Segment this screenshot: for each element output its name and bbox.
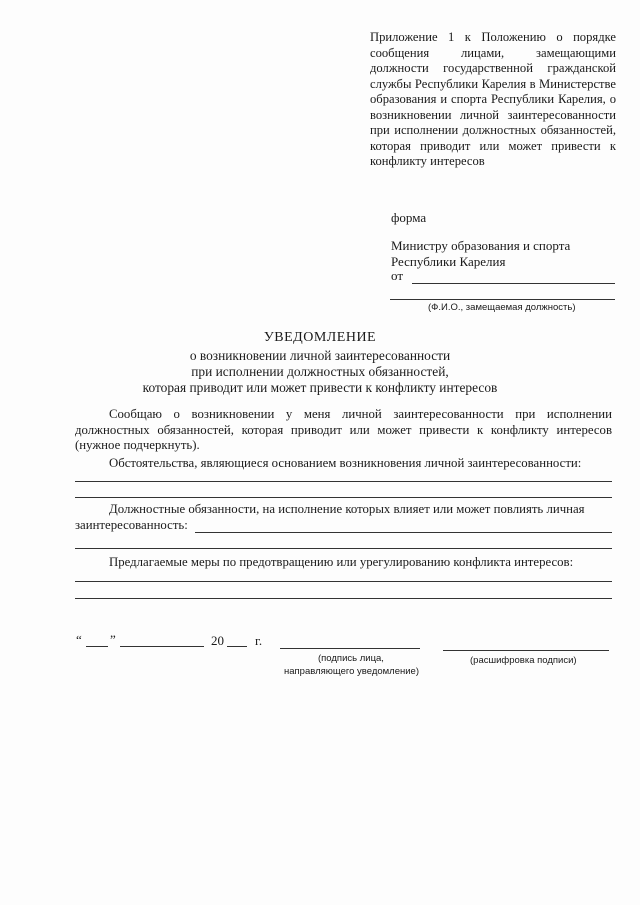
- measures-field-line-2[interactable]: [75, 598, 612, 599]
- form-label: форма: [391, 210, 427, 225]
- addressee-line-1: Министру образования и спорта: [391, 238, 571, 253]
- addressee: [391, 238, 621, 269]
- document-title: УВЕДОМЛЕНИЕ: [263, 330, 377, 345]
- date-quote-open: “: [76, 632, 82, 647]
- signature-field-line[interactable]: [280, 648, 420, 649]
- from-position-field-line[interactable]: [390, 299, 615, 300]
- paragraph-duties: Должностные обязанности, на исполнение которых влияет или может повлиять личная: [109, 502, 585, 516]
- paragraph-notice: Сообщаю о возникновении у меня личной заинтересованности при исполнении должностных обязанностей, которая приводит или может привести к конфликту интересов (нужное подчеркнуть).: [75, 407, 612, 452]
- from-label: от: [391, 268, 404, 283]
- date-day-field[interactable]: [86, 646, 108, 647]
- signature-caption-2: направляющего уведомление): [284, 666, 420, 677]
- title-line-3: которая приводит или может привести к конфликту интересов: [142, 380, 498, 395]
- signature-decode-caption: (расшифровка подписи): [470, 655, 577, 666]
- signature-caption-1: (подпись лица,: [318, 653, 384, 664]
- circumstances-field-line-2[interactable]: [75, 497, 612, 498]
- measures-field-line-1[interactable]: [75, 581, 612, 582]
- duties-field-line-1[interactable]: [195, 532, 612, 533]
- date-year-field[interactable]: [227, 646, 247, 647]
- circumstances-field-line-1[interactable]: [75, 481, 612, 482]
- from-caption: (Ф.И.О., замещаемая должность): [428, 302, 576, 313]
- title-line-2: при исполнении должностных обязанностей,: [191, 364, 449, 379]
- paragraph-duties-cont: заинтересованность:: [75, 518, 188, 532]
- from-name-field-line[interactable]: [412, 283, 615, 284]
- paragraph-measures: Предлагаемые меры по предотвращению или урегулированию конфликта интересов:: [109, 555, 574, 569]
- date-year-suffix: г.: [255, 633, 263, 648]
- paragraph-circumstances: Обстоятельства, являющиеся основанием возникновения личной заинтересованности:: [109, 456, 582, 470]
- date-month-field[interactable]: [120, 646, 204, 647]
- signature-decode-field-line[interactable]: [443, 650, 609, 651]
- annex-text: Приложение 1 к Положению о порядке сообщения лицами, замещающими должности государственной гражданской службы Республики Карелия в Министерстве образования и спорта Республики Карелия, о возникновении личной заинтересованности при исполнении должностных обязанностей, которая приводит или может привести к конфликту интересов: [370, 30, 616, 168]
- date-year-prefix: 20: [211, 633, 224, 648]
- date-quote-close: ”: [110, 632, 116, 647]
- duties-field-line-2[interactable]: [75, 548, 612, 549]
- addressee-line-2: Республики Карелия: [391, 253, 506, 269]
- title-line-1: о возникновении личной заинтересованности: [189, 348, 451, 363]
